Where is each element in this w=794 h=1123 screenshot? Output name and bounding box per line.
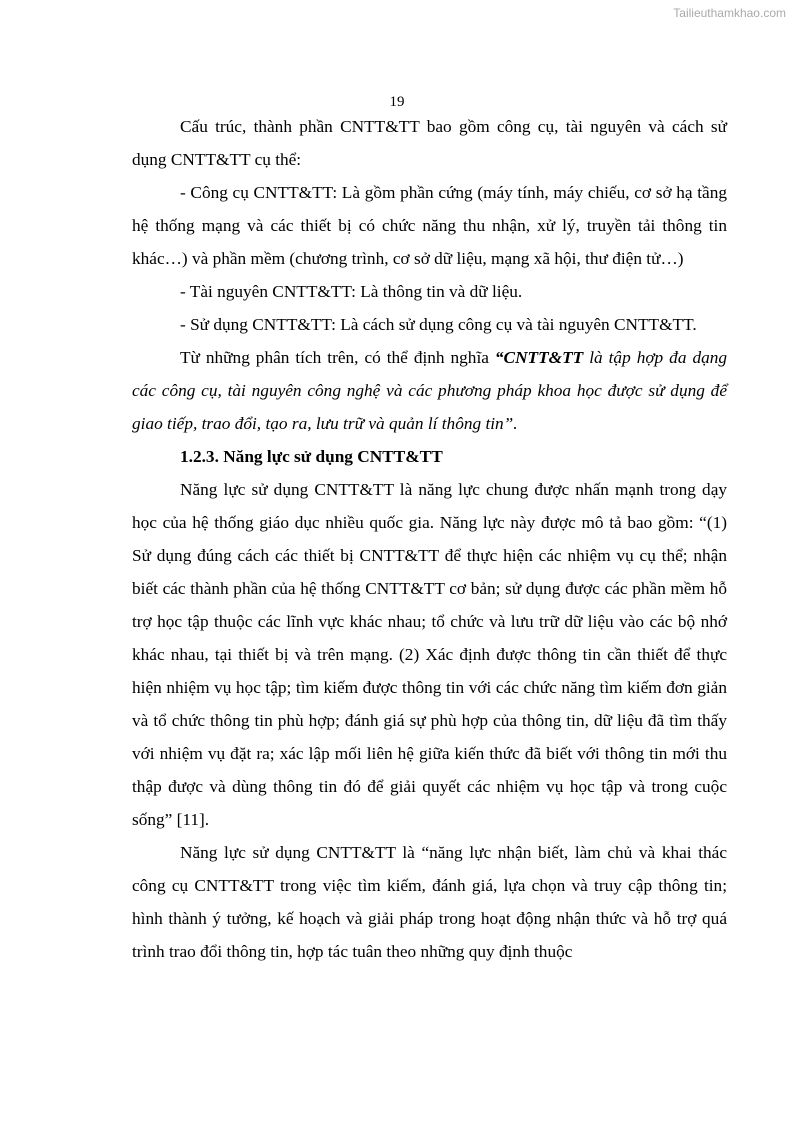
definition-term: “CNTT&TT <box>494 348 584 367</box>
paragraph-structure: Cấu trúc, thành phần CNTT&TT bao gồm công cụ, tài nguyên và cách sử dụng CNTT&TT cụ thể: <box>132 117 727 169</box>
paragraph-tools: - Công cụ CNTT&TT: Là gồm phần cứng (máy tính, máy chiếu, cơ sở hạ tầng hệ thống mạng và các thiết bị có chức năng thu nhận, xử lý, truyền tải thông tin khác…) và phần mềm (chương trình, cơ sở dữ liệu, mạng xã hội, thư điện tử…) <box>132 183 727 268</box>
paragraph-competency-definition: Năng lực sử dụng CNTT&TT là “năng lực nhận biết, làm chủ và khai thác công cụ CNTT&TT trong việc tìm kiếm, đánh giá, lựa chọn và truy cập thông tin; hình thành ý tưởng, kế hoạch và giải pháp trong hoạt động nhận thức và hỗ trợ quá trình trao đổi thông tin, hợp tác tuân theo những quy định thuộc <box>132 843 727 961</box>
definition-lead: Từ những phân tích trên, có thể định nghĩa <box>180 348 495 367</box>
definition-quote: là tập hợp đa dạng các công cụ, tài nguyên công nghệ và các phương pháp khoa học được sử dụng để giao tiếp, trao đổi, tạo ra, lưu trữ và quản lí thông tin”. <box>132 348 728 433</box>
paragraph-usage: - Sử dụng CNTT&TT: Là cách sử dụng công cụ và tài nguyên CNTT&TT. <box>180 315 697 334</box>
paragraph-resources: - Tài nguyên CNTT&TT: Là thông tin và dữ liệu. <box>180 282 523 301</box>
document-body <box>132 110 727 968</box>
section-heading: 1.2.3. Năng lực sử dụng CNTT&TT <box>180 447 443 466</box>
watermark: Tailieuthamkhao.com <box>673 6 786 20</box>
paragraph-competency-description: Năng lực sử dụng CNTT&TT là năng lực chung được nhấn mạnh trong dạy học của hệ thống giáo dục nhiều quốc gia. Năng lực này được mô tả bao gồm: “(1) Sử dụng đúng cách các thiết bị CNTT&TT để thực hiện các nhiệm vụ cụ thể; nhận biết các thành phần của hệ thống CNTT&TT cơ bản; sử dụng được các phần mềm hỗ trợ học tập thuộc các lĩnh vực khác nhau; tổ chức và lưu trữ dữ liệu vào các bộ nhớ khác nhau, tại thiết bị và trên mạng. (2) Xác định được thông tin cần thiết để thực hiện nhiệm vụ học tập; tìm kiếm được thông tin với các chức năng tìm kiếm đơn giản và tổ chức thông tin phù hợp; đánh giá sự phù hợp của thông tin, dữ liệu đã tìm thấy với nhiệm vụ đặt ra; xác lập mối liên hệ giữa kiến thức đã biết với thông tin mới thu thập được và dùng thông tin đó để giải quyết các nhiệm vụ học tập và trong cuộc sống” [11]. <box>132 480 727 829</box>
page-number: 19 <box>389 94 405 110</box>
paragraph-definition <box>132 341 727 440</box>
